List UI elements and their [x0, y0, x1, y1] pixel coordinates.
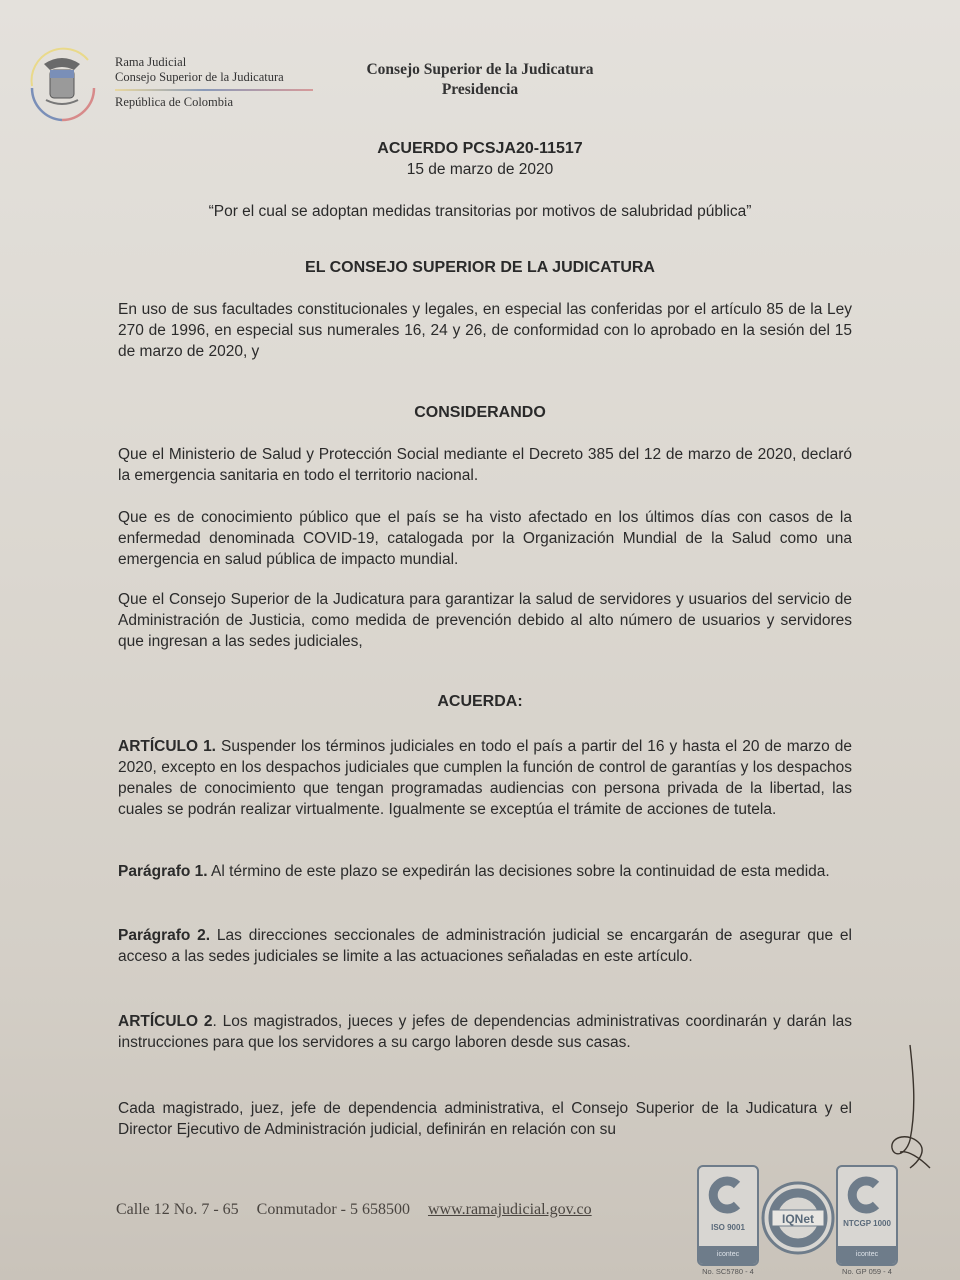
icontec-logo-icon — [846, 1175, 886, 1215]
office-subtitle: Presidencia — [441, 81, 519, 98]
closing-paragraph: Cada magistrado, juez, jefe de dependencia administrativa, el Consejo Superior de la Judicatura y el Director Ejecutivo de Administración judicial, definirán en relación con su — [118, 1100, 852, 1138]
icontec-logo-icon — [707, 1175, 747, 1215]
document-date: 15 de marzo de 2020 — [406, 161, 554, 178]
icontec-band: icontec — [699, 1246, 757, 1264]
paragrafo-2-text: Las direcciones seccionales de administración judicial se encargarán de asegurar que el acceso a las sedes judiciales se limite a las actuaciones señaladas en este artículo. — [118, 927, 852, 965]
institution-branch: Rama Judicial — [115, 55, 187, 69]
iso-9001-certification — [697, 1165, 759, 1276]
footer-website-link[interactable]: www.ramajudicial.gov.co — [427, 1201, 592, 1218]
considerando-heading: CONSIDERANDO — [414, 404, 546, 421]
issuer-heading: EL CONSEJO SUPERIOR DE LA JUDICATURA — [305, 259, 655, 276]
institution-block — [115, 55, 313, 110]
document-subtitle: “Por el cual se adoptan medidas transitorias por motivos de salubridad pública” — [208, 203, 752, 220]
paragrafo-2-label: Parágrafo 2. — [118, 927, 211, 944]
articulo-2-text: . Los magistrados, jueces y jefes de dependencias administrativas coordinarán y darán las instrucciones para que los servidores a su cargo laboren desde sus casas. — [118, 1013, 852, 1051]
footer-address: Calle 12 No. 7 - 65 — [116, 1201, 239, 1218]
articulo-1-text: Suspender los términos judiciales en todo el país a partir del 16 y hasta el 20 de marzo de 2020, excepto en los despachos judiciales que cumplen la función de control de garantías y los despachos penales de conocimiento que tengan programadas audiencias con persona privada de la libertad, las cuales se podrán realizar virtualmente. Igualmente se exceptúa el trámite de acciones de tutela. — [118, 738, 852, 818]
paragrafo-1-label: Parágrafo 1. — [118, 863, 208, 880]
tricolor-divider — [115, 89, 313, 91]
colombia-coat-of-arms-icon — [22, 42, 102, 124]
footer-contact — [116, 1201, 606, 1219]
considerando-paragraph: Que el Consejo Superior de la Judicatura para garantizar la salud de servidores y usuarios del servicio de Administración de Justicia, como medida de prevención debido al alto número de usuarios y servidores que ingresan a las sedes judiciales, — [118, 591, 852, 650]
office-heading — [340, 60, 620, 100]
ntcgp-1000-certification — [836, 1165, 898, 1276]
office-title: Consejo Superior de la Judicatura — [366, 61, 594, 78]
articulo-1 — [118, 736, 852, 820]
iqnet-seal-icon — [760, 1180, 836, 1256]
paragrafo-1 — [118, 861, 852, 882]
acuerda-heading: ACUERDA: — [437, 693, 523, 710]
ntcgp-label: NTCGP 1000 — [843, 1219, 891, 1228]
institution-country: República de Colombia — [115, 95, 234, 109]
articulo-1-label: ARTÍCULO 1. — [118, 738, 216, 755]
articulo-2 — [118, 1011, 852, 1053]
document-title: ACUERDO PCSJA20-11517 — [377, 140, 583, 157]
iso-9001-label: ISO 9001 — [711, 1223, 745, 1232]
iqnet-label: IQNet — [781, 1212, 815, 1226]
ntcgp-certificate-number: No. GP 059 - 4 — [842, 1267, 892, 1276]
iqnet-certification — [760, 1180, 836, 1261]
institution-council: Consejo Superior de la Judicatura — [115, 70, 284, 84]
iso-certificate-number: No. SC5780 - 4 — [702, 1267, 754, 1276]
paragrafo-2 — [118, 925, 852, 967]
articulo-2-label: ARTÍCULO 2 — [118, 1013, 213, 1030]
considerando-paragraph: Que es de conocimiento público que el país se ha visto afectado en los últimos días con casos de la enfermedad denominada COVID-19, catalogada por la Organización Mundial de la Salud como una emergencia en salud pública de impacto mundial. — [118, 509, 852, 568]
handwritten-signature — [880, 1040, 940, 1180]
footer-phone: Conmutador - 5 658500 — [256, 1201, 410, 1218]
preamble-paragraph: En uso de sus facultades constitucionales y legales, en especial las conferidas por el artículo 85 de la Ley 270 de 1996, en especial sus numerales 16, 24 y 26, de conformidad con lo aprobado en la sesión del 15 de marzo de 2020, y — [118, 301, 852, 360]
icontec-band: icontec — [838, 1246, 896, 1264]
paragrafo-1-text: Al término de este plazo se expedirán las decisiones sobre la continuidad de esta medida. — [207, 863, 830, 880]
considerando-paragraph: Que el Ministerio de Salud y Protección Social mediante el Decreto 385 del 12 de marzo de 2020, declaró la emergencia sanitaria en todo el territorio nacional. — [118, 446, 852, 484]
